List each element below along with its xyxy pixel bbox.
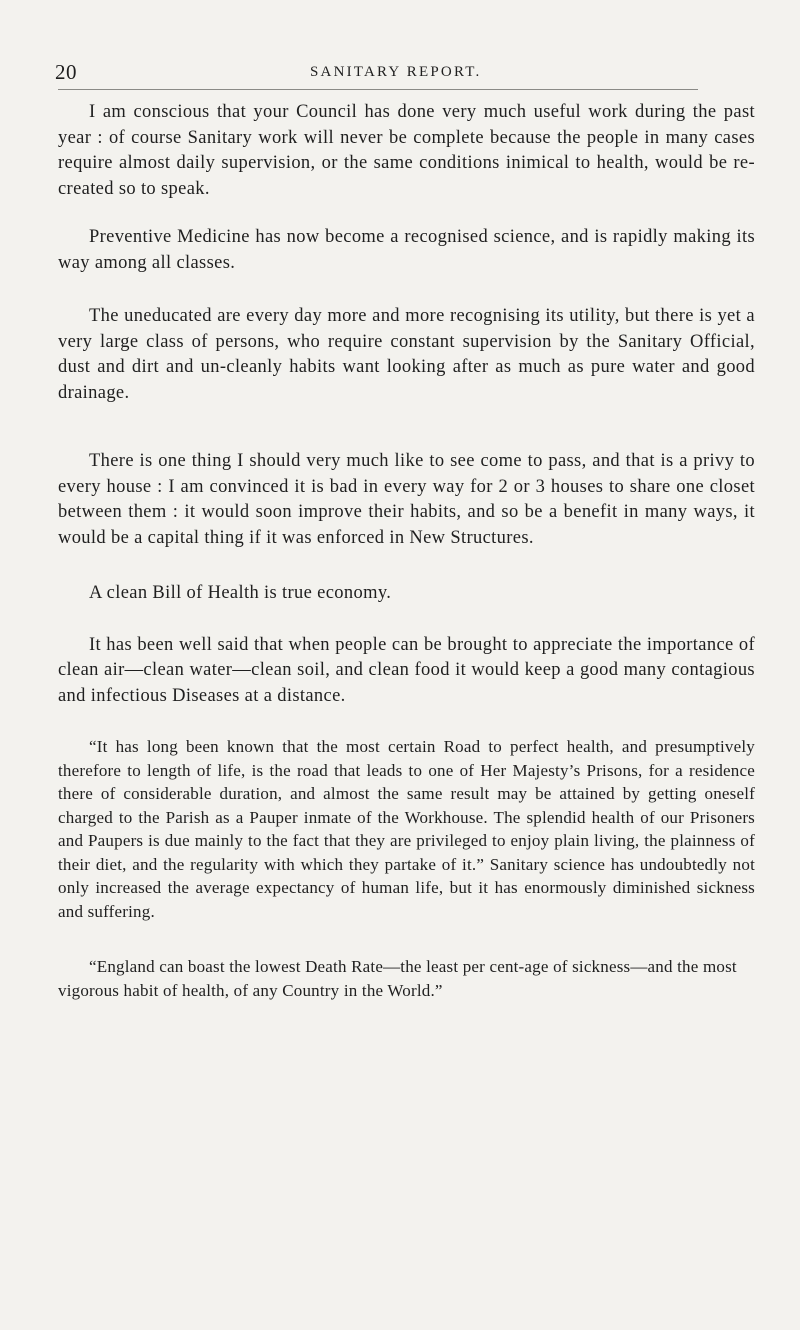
paragraph-clean-air-water: It has been well said that when people can be brought to appreciate the importance of clean air—clean water—clean soil, and clean food it would keep a good many contagious and infectious Diseases at a distance. xyxy=(58,634,755,706)
paragraph-privy-per-house: There is one thing I should very much like to see come to pass, and that is a privy to every house : I am convinced it is bad in every way for 2 or 3 houses to share one closet between them : it would soon improve their habits, and so be a benefit in many ways, it would be a capital thing if it was enforced in New Structures. xyxy=(58,451,755,548)
paragraph-council-work: I am conscious that your Council has done very much useful work during the past year : of course Sanitary work will never be complete because the people in many cases require almost daily supervision, or the same conditions inimical to health, would be re-created so to speak. xyxy=(58,102,755,199)
quote-prisons-paupers: “It has long been known that the most certain Road to perfect health, and presumptively therefore to length of life, is the road that leads to one of Her Majesty’s Prisons, for a residence there of considerable duration, and almost the same result may be attained by getting oneself charged to the Parish as a Pauper inmate of the Workhouse. The splendid health of our Prisoners and Paupers is due mainly to the fact that they are privileged to enjoy plain living, the plainness of their diet, and the regularity with which they partake of it.” Sanitary science has undoubtedly not only increased the average expectancy of human life, but it has enormously diminished sickness and suffering. xyxy=(58,737,755,921)
paragraph-clean-bill: A clean Bill of Health is true economy. xyxy=(89,583,392,603)
running-head-title: SANITARY REPORT. xyxy=(310,64,482,80)
quote-england-death-rate: “England can boast the lowest Death Rate—the least per cent-age of sickness—and the most vigorous habit of health, of any Country in the World.” xyxy=(58,957,737,1000)
running-head xyxy=(55,52,755,82)
paragraph-preventive-medicine: Preventive Medicine has now become a recognised science, and is rapidly making its way among all classes. xyxy=(58,227,755,273)
report-body xyxy=(58,100,755,1002)
page-number: 20 xyxy=(55,60,77,84)
header-rule xyxy=(58,89,698,90)
paragraph-uneducated-classes: The uneducated are every day more and more recognising its utility, but there is yet a very large class of persons, who require constant supervision by the Sanitary Official, dust and dirt and un-cleanly habits want looking after as much as pure water and good drainage. xyxy=(58,306,755,403)
